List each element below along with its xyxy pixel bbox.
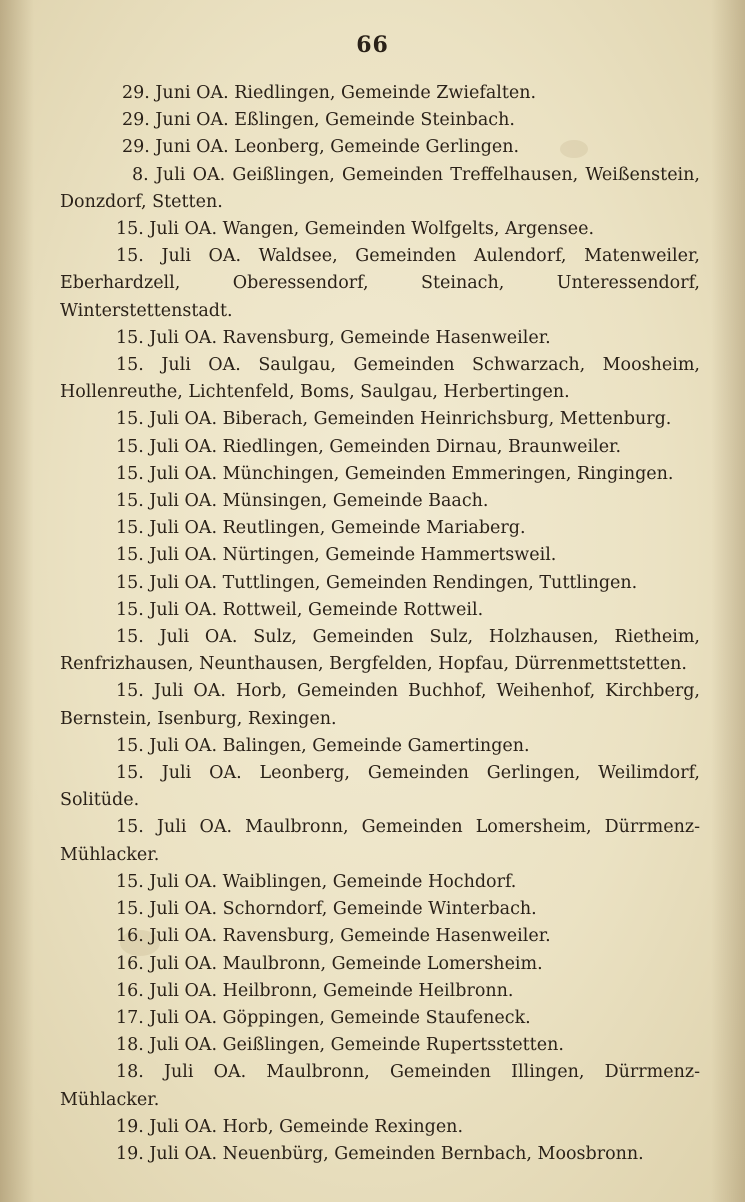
entry-text: Juli OA. Maulbronn, Gemeinde Lomersheim.: [149, 953, 543, 974]
entry: [60, 978, 700, 1005]
entry: [60, 515, 700, 542]
entry: [60, 488, 700, 515]
entry-day: 15.: [116, 491, 144, 512]
entry-text: Juli OA. Münchingen, Gemeinden Emmeringen, Ringingen.: [149, 463, 674, 484]
entry-text: Juli OA. Göppingen, Gemeinde Staufeneck.: [149, 1007, 531, 1028]
entry-day: 15.: [116, 409, 144, 430]
entry: [60, 1141, 700, 1168]
entry: [60, 243, 700, 325]
entry: [60, 406, 700, 433]
entry: [60, 733, 700, 760]
entry: [60, 1059, 700, 1113]
entry-day: 29.: [122, 110, 150, 131]
entry-text: Juli OA. Horb, Gemeinden Buchhof, Weihenhof, Kirchberg, Bernstein, Isenburg, Rexingen.: [60, 681, 700, 729]
entry-text: Juli OA. Ravensburg, Gemeinde Hasenweiler.: [149, 327, 551, 348]
entry: [60, 325, 700, 352]
entry-text: Juli OA. Horb, Gemeinde Rexingen.: [149, 1116, 464, 1137]
entry-day: 16.: [116, 926, 144, 947]
entry-text: Juli OA. Reutlingen, Gemeinde Mariaberg.: [149, 518, 526, 539]
entry-text: Juli OA. Sulz, Gemeinden Sulz, Holzhausen, Rietheim, Renfrizhausen, Neunthausen, Bergfelden, Hopfau, Dürrenmettstetten.: [60, 627, 700, 675]
entry: [60, 951, 700, 978]
entry-day: 8.: [132, 164, 149, 185]
entry-text: Juli OA. Wangen, Gemeinden Wolfgelts, Argensee.: [149, 219, 595, 240]
entry-day: 15.: [116, 518, 144, 539]
entry: [60, 107, 700, 134]
entry-day: 15.: [116, 735, 144, 756]
entry-text: Juli OA. Leonberg, Gemeinden Gerlingen, Weilimdorf, Solitüde.: [60, 763, 700, 811]
entry-text: Juli OA. Riedlingen, Gemeinden Dirnau, Braunweiler.: [149, 436, 622, 457]
entry-day: 15.: [116, 763, 144, 784]
entry: [60, 162, 700, 216]
entry-day: 29.: [122, 83, 150, 103]
entry: [60, 461, 700, 488]
entry-day: 15.: [116, 572, 144, 593]
entry: [60, 352, 700, 406]
entry: [60, 760, 700, 814]
entry-text: Juli OA. Münsingen, Gemeinde Baach.: [149, 491, 489, 512]
entry: [60, 216, 700, 243]
entry-day: 15.: [116, 599, 144, 620]
entry-day: 15.: [116, 817, 144, 838]
entry-text: Juli OA. Maulbronn, Gemeinden Lomersheim, Dürrmenz-Mühlacker.: [60, 817, 700, 865]
entry-text: Juli OA. Rottweil, Gemeinde Rottweil.: [149, 599, 484, 620]
entry-text: Juli OA. Waldsee, Gemeinden Aulendorf, Matenweiler, Eberhardzell, Oberessendorf, Steinach, Unteressendorf, Winterstettenstadt.: [60, 246, 700, 321]
entry-text: Juli OA. Biberach, Gemeinden Heinrichsburg, Mettenburg.: [149, 409, 672, 430]
entry-text: Juni OA. Riedlingen, Gemeinde Zwiefalten.: [155, 83, 537, 103]
page-edge-shadow-left: [0, 0, 34, 1202]
entry-text: Juni OA. Leonberg, Gemeinde Gerlingen.: [155, 137, 520, 158]
entry-text: Juli OA. Nürtingen, Gemeinde Hammertsweil.: [149, 545, 557, 566]
entry-day: 18.: [116, 1062, 144, 1083]
page-number: 66: [356, 32, 389, 58]
entry-text: Juli OA. Geißlingen, Gemeinden Treffelhausen, Weißenstein, Donzdorf, Stetten.: [60, 164, 700, 212]
entry-day: 15.: [116, 355, 144, 376]
entry-day: 15.: [116, 246, 144, 267]
entry: [60, 869, 700, 896]
entry-day: 15.: [116, 463, 144, 484]
entry: [60, 434, 700, 461]
page-edge-shadow-right: [711, 0, 745, 1202]
entry-day: 18.: [116, 1035, 144, 1056]
entry-text: Juli OA. Ravensburg, Gemeinde Hasenweiler.: [149, 926, 551, 947]
entry: [60, 134, 700, 161]
entry-day: 15.: [116, 436, 144, 457]
entry-text: Juli OA. Tuttlingen, Gemeinden Rendingen, Tuttlingen.: [149, 572, 638, 593]
entry-day: 15.: [116, 219, 144, 240]
entry: [60, 1114, 700, 1141]
entry-text: Juli OA. Schorndorf, Gemeinde Winterbach.: [149, 899, 537, 920]
entry: [60, 923, 700, 950]
entry: [60, 542, 700, 569]
entry-text: Juli OA. Neuenbürg, Gemeinden Bernbach, Moosbronn.: [149, 1143, 644, 1164]
entry-day: 15.: [116, 627, 144, 648]
entry-day: 29.: [122, 137, 150, 158]
entry: [60, 896, 700, 923]
entry-day: 15.: [116, 327, 144, 348]
entry-text: Juli OA. Balingen, Gemeinde Gamertingen.: [149, 735, 530, 756]
entry-day: 19.: [116, 1143, 144, 1164]
entry: [60, 814, 700, 868]
entry-text: Juli OA. Heilbronn, Gemeinde Heilbronn.: [149, 980, 514, 1001]
entry-day: 15.: [116, 545, 144, 566]
entry-day: 15.: [116, 681, 144, 702]
entry-day: 19.: [116, 1116, 144, 1137]
entry: [60, 570, 700, 597]
entry: [60, 80, 700, 107]
entry-day: 16.: [116, 980, 144, 1001]
entry-text: Juli OA. Saulgau, Gemeinden Schwarzach, Moosheim, Hollenreuthe, Lichtenfeld, Boms, Saulgau, Herbertingen.: [60, 355, 700, 403]
entry: [60, 597, 700, 624]
entry: [60, 678, 700, 732]
entry: [60, 624, 700, 678]
entry-text: Juli OA. Waiblingen, Gemeinde Hochdorf.: [149, 871, 517, 892]
entry-text: Juli OA. Maulbronn, Gemeinden Illingen, Dürrmenz-Mühlacker.: [60, 1062, 700, 1110]
entry-day: 17.: [116, 1007, 144, 1028]
entry-list: [60, 80, 700, 1168]
entry: [60, 1005, 700, 1032]
entry-day: 15.: [116, 899, 144, 920]
entry-text: Juni OA. Eßlingen, Gemeinde Steinbach.: [155, 110, 515, 131]
entry: [60, 1032, 700, 1059]
entry-day: 15.: [116, 871, 144, 892]
entry-text: Juli OA. Geißlingen, Gemeinde Rupertsstetten.: [149, 1035, 564, 1056]
entry-day: 16.: [116, 953, 144, 974]
